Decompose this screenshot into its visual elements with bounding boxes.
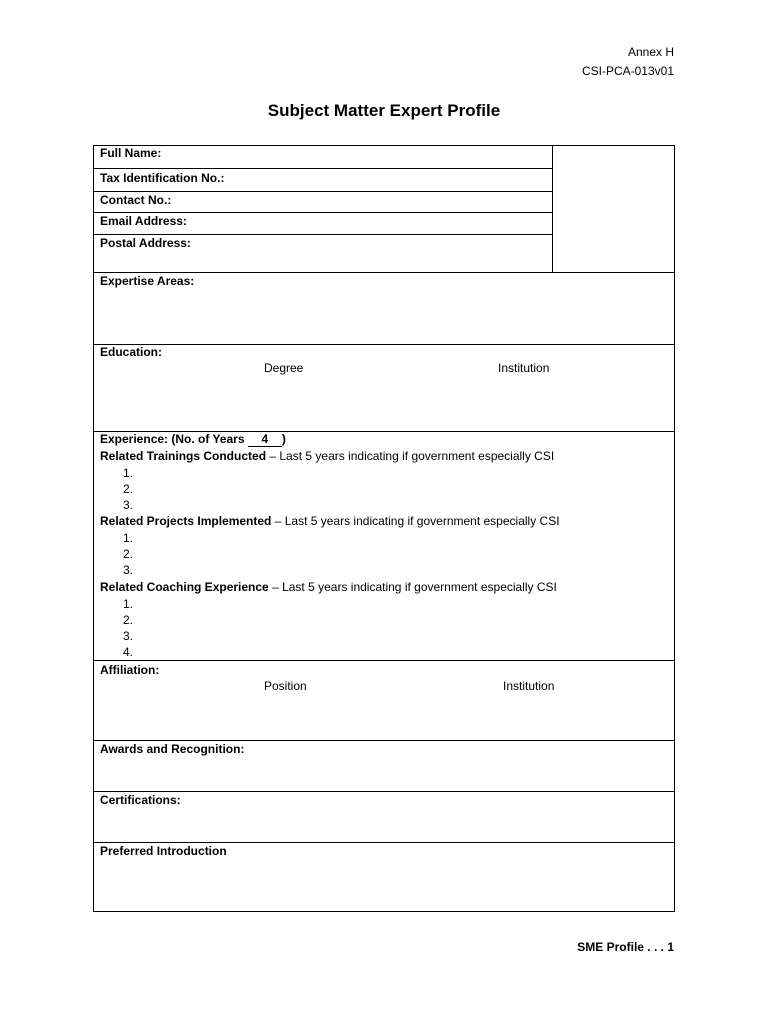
experience-label [100,432,286,447]
coaching-desc: – Last 5 years indicating if government especially CSI [268,580,557,594]
experience-label-suffix: ) [281,432,286,446]
affiliation-position-header: Position [264,679,307,693]
list-item: 3. [123,563,134,577]
education-degree-header: Degree [264,361,304,375]
contact-label: Contact No.: [100,193,172,207]
list-item: 1. [123,597,134,611]
projects-title: Related Projects Implemented [100,514,272,528]
expertise-label: Expertise Areas: [100,274,195,288]
years-value: 4 [248,432,282,447]
page-footer: SME Profile . . . 1 [577,940,674,954]
list-item: 3. [123,629,134,643]
list-item: 2. [123,482,134,496]
affiliation-label: Affiliation: [100,663,160,677]
coaching-heading [100,580,557,594]
document-code: CSI-PCA-013v01 [581,64,674,78]
list-item: 3. [123,498,134,512]
trainings-heading [100,449,554,463]
annex-label: Annex H [627,45,674,59]
list-item: 2. [123,613,134,627]
tin-label: Tax Identification No.: [100,171,225,185]
email-label: Email Address: [100,214,187,228]
education-institution-header: Institution [498,361,550,375]
list-item: 2. [123,547,134,561]
list-item: 1. [123,531,134,545]
awards-label: Awards and Recognition: [100,742,245,756]
postal-label: Postal Address: [100,236,191,250]
projects-desc: – Last 5 years indicating if government especially CSI [271,514,560,528]
education-label: Education: [100,345,162,359]
photo-box [553,146,674,272]
page-title: Subject Matter Expert Profile [267,101,501,120]
affiliation-institution-header: Institution [503,679,555,693]
certifications-label: Certifications: [100,793,181,807]
experience-label-prefix: Experience: (No. of Years [100,432,245,446]
introduction-label: Preferred Introduction [100,844,227,858]
list-item: 1. [123,466,134,480]
trainings-title: Related Trainings Conducted [100,449,267,463]
list-item: 4. [123,645,134,659]
full-name-label: Full Name: [100,146,162,160]
coaching-title: Related Coaching Experience [100,580,269,594]
projects-heading [100,514,560,528]
trainings-desc: – Last 5 years indicating if government especially CSI [266,449,555,463]
